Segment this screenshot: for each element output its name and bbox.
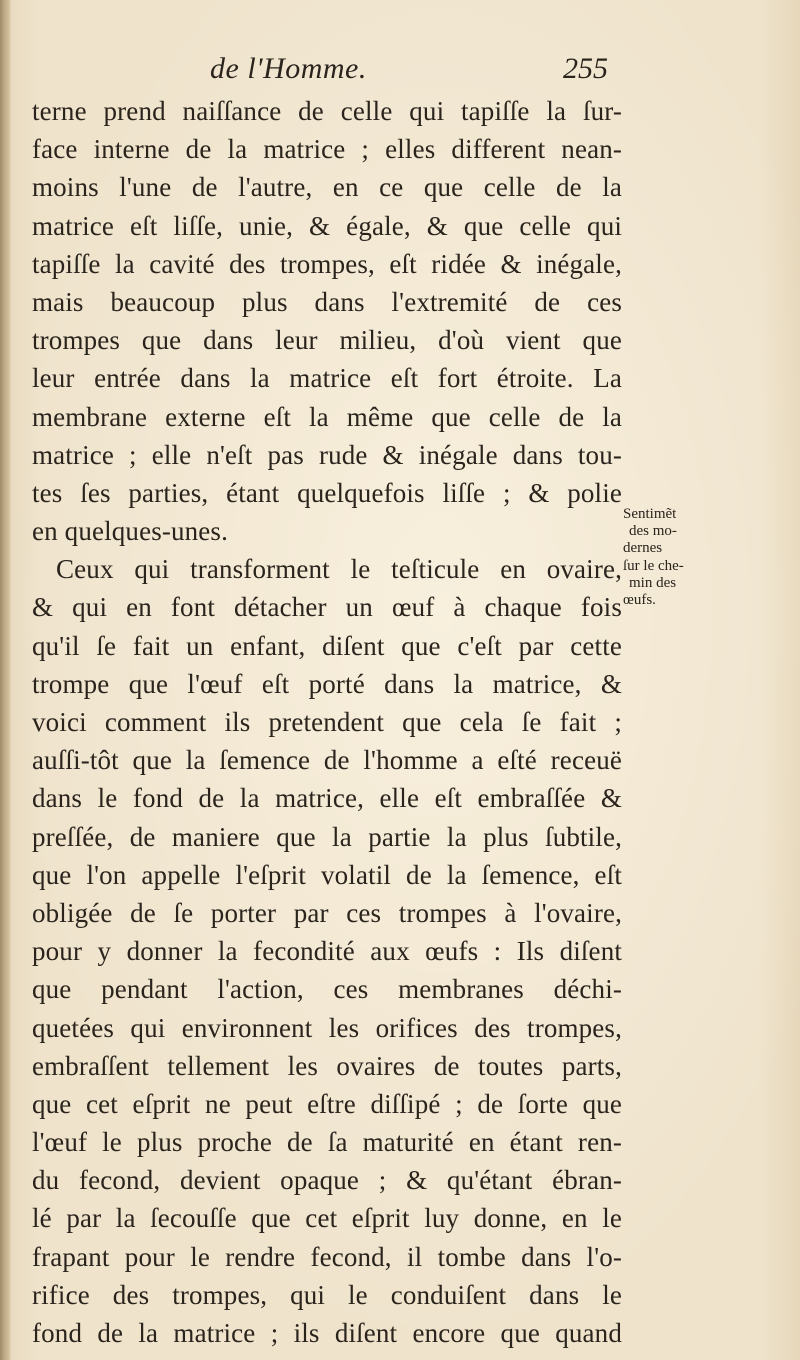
margin-note-line: ſur le che-	[623, 557, 684, 574]
text-line: que pendant l'action, ces membranes déchi-	[32, 974, 622, 1005]
text-line: matrice eſt liſſe, unie, & égale, & que celle qui	[32, 210, 622, 241]
text-line: du fecond, devient opaque ; & qu'étant ébran-	[32, 1165, 622, 1196]
text-line: & qui en font détacher un œuf à chaque fois	[32, 592, 622, 623]
text-line: l'œuf le plus proche de ſa maturité en étant ren-	[32, 1127, 622, 1158]
text-line: dans le fond de la matrice, elle eſt embraſſée &	[32, 783, 622, 814]
text-line: face interne de la matrice ; elles different nean-	[32, 134, 622, 165]
text-line: lé par la ſecouſſe que cet eſprit luy donne, en le	[32, 1203, 622, 1234]
text-line: matrice ; elle n'eſt pas rude & inégale dans tou-	[32, 439, 622, 470]
text-line: leur entrée dans la matrice eſt fort étroite. La	[32, 363, 622, 394]
text-line: qu'il ſe fait un enfant, diſent que c'eſt par cette	[32, 630, 622, 661]
text-line: voici comment ils pretendent que cela ſe fait ;	[32, 707, 622, 737]
text-line: rifice des trompes, qui le conduiſent dans le	[32, 1279, 622, 1310]
margin-note-line: des mo-	[629, 523, 677, 540]
text-line: auſſi-tôt que la ſemence de l'homme a eſté receuë	[32, 745, 622, 776]
text-line: tes ſes parties, étant quelquefois liſſe ; & polie	[32, 477, 622, 508]
margin-note-line: Sentimẽt	[623, 506, 677, 522]
text-line: tapiſſe la cavité des trompes, eſt ridée & inégale,	[32, 248, 622, 279]
page-number: 255	[563, 52, 608, 85]
running-head	[30, 52, 630, 92]
text-line: pour y donner la fecondité aux œufs : Ils diſent	[32, 936, 622, 967]
text-line: que cet eſprit ne peut eſtre diſſipé ; de ſorte que	[32, 1088, 622, 1119]
text-line: frapant pour le rendre fecond, il tombe dans l'o-	[32, 1241, 622, 1272]
page-gutter-edge	[0, 0, 10, 1360]
margin-note-line: dernes	[623, 540, 663, 557]
text-line: trompe que l'œuf eſt porté dans la matrice, &	[32, 668, 622, 699]
text-line: obligée de ſe porter par ces trompes à l'ovaire,	[32, 897, 622, 928]
text-line: embraſſent tellement les ovaires de toutes parts,	[32, 1050, 622, 1081]
paragraph-end-line: en quelques-unes.	[32, 516, 228, 547]
text-line: mais beaucoup plus dans l'extremité de ces	[32, 286, 622, 317]
paragraph-start-line: Ceux qui transforment le teſticule en ovaire,	[56, 554, 622, 585]
text-line: preſſée, de maniere que la partie la plus ſubtile,	[32, 821, 622, 852]
text-line: moins l'une de l'autre, en ce que celle de la	[32, 172, 622, 203]
text-line: terne prend naiſſance de celle qui tapiſſe la ſur-	[32, 96, 622, 126]
margin-note-line: min des	[629, 574, 677, 591]
text-line: que l'on appelle l'eſprit volatil de la ſemence, eſt	[32, 859, 622, 890]
body-text	[32, 92, 622, 1352]
text-line: fond de la matrice ; ils diſent encore que quand	[32, 1318, 622, 1348]
text-line: membrane externe eſt la même que celle de la	[32, 401, 622, 432]
text-line: quetées qui environnent les orifices des trompes,	[32, 1012, 622, 1043]
text-line: trompes que dans leur milieu, d'où vient que	[32, 325, 622, 356]
margin-note-line: œufs.	[623, 592, 656, 609]
margin-note	[623, 506, 713, 609]
running-head-title: de l'Homme.	[210, 52, 367, 85]
